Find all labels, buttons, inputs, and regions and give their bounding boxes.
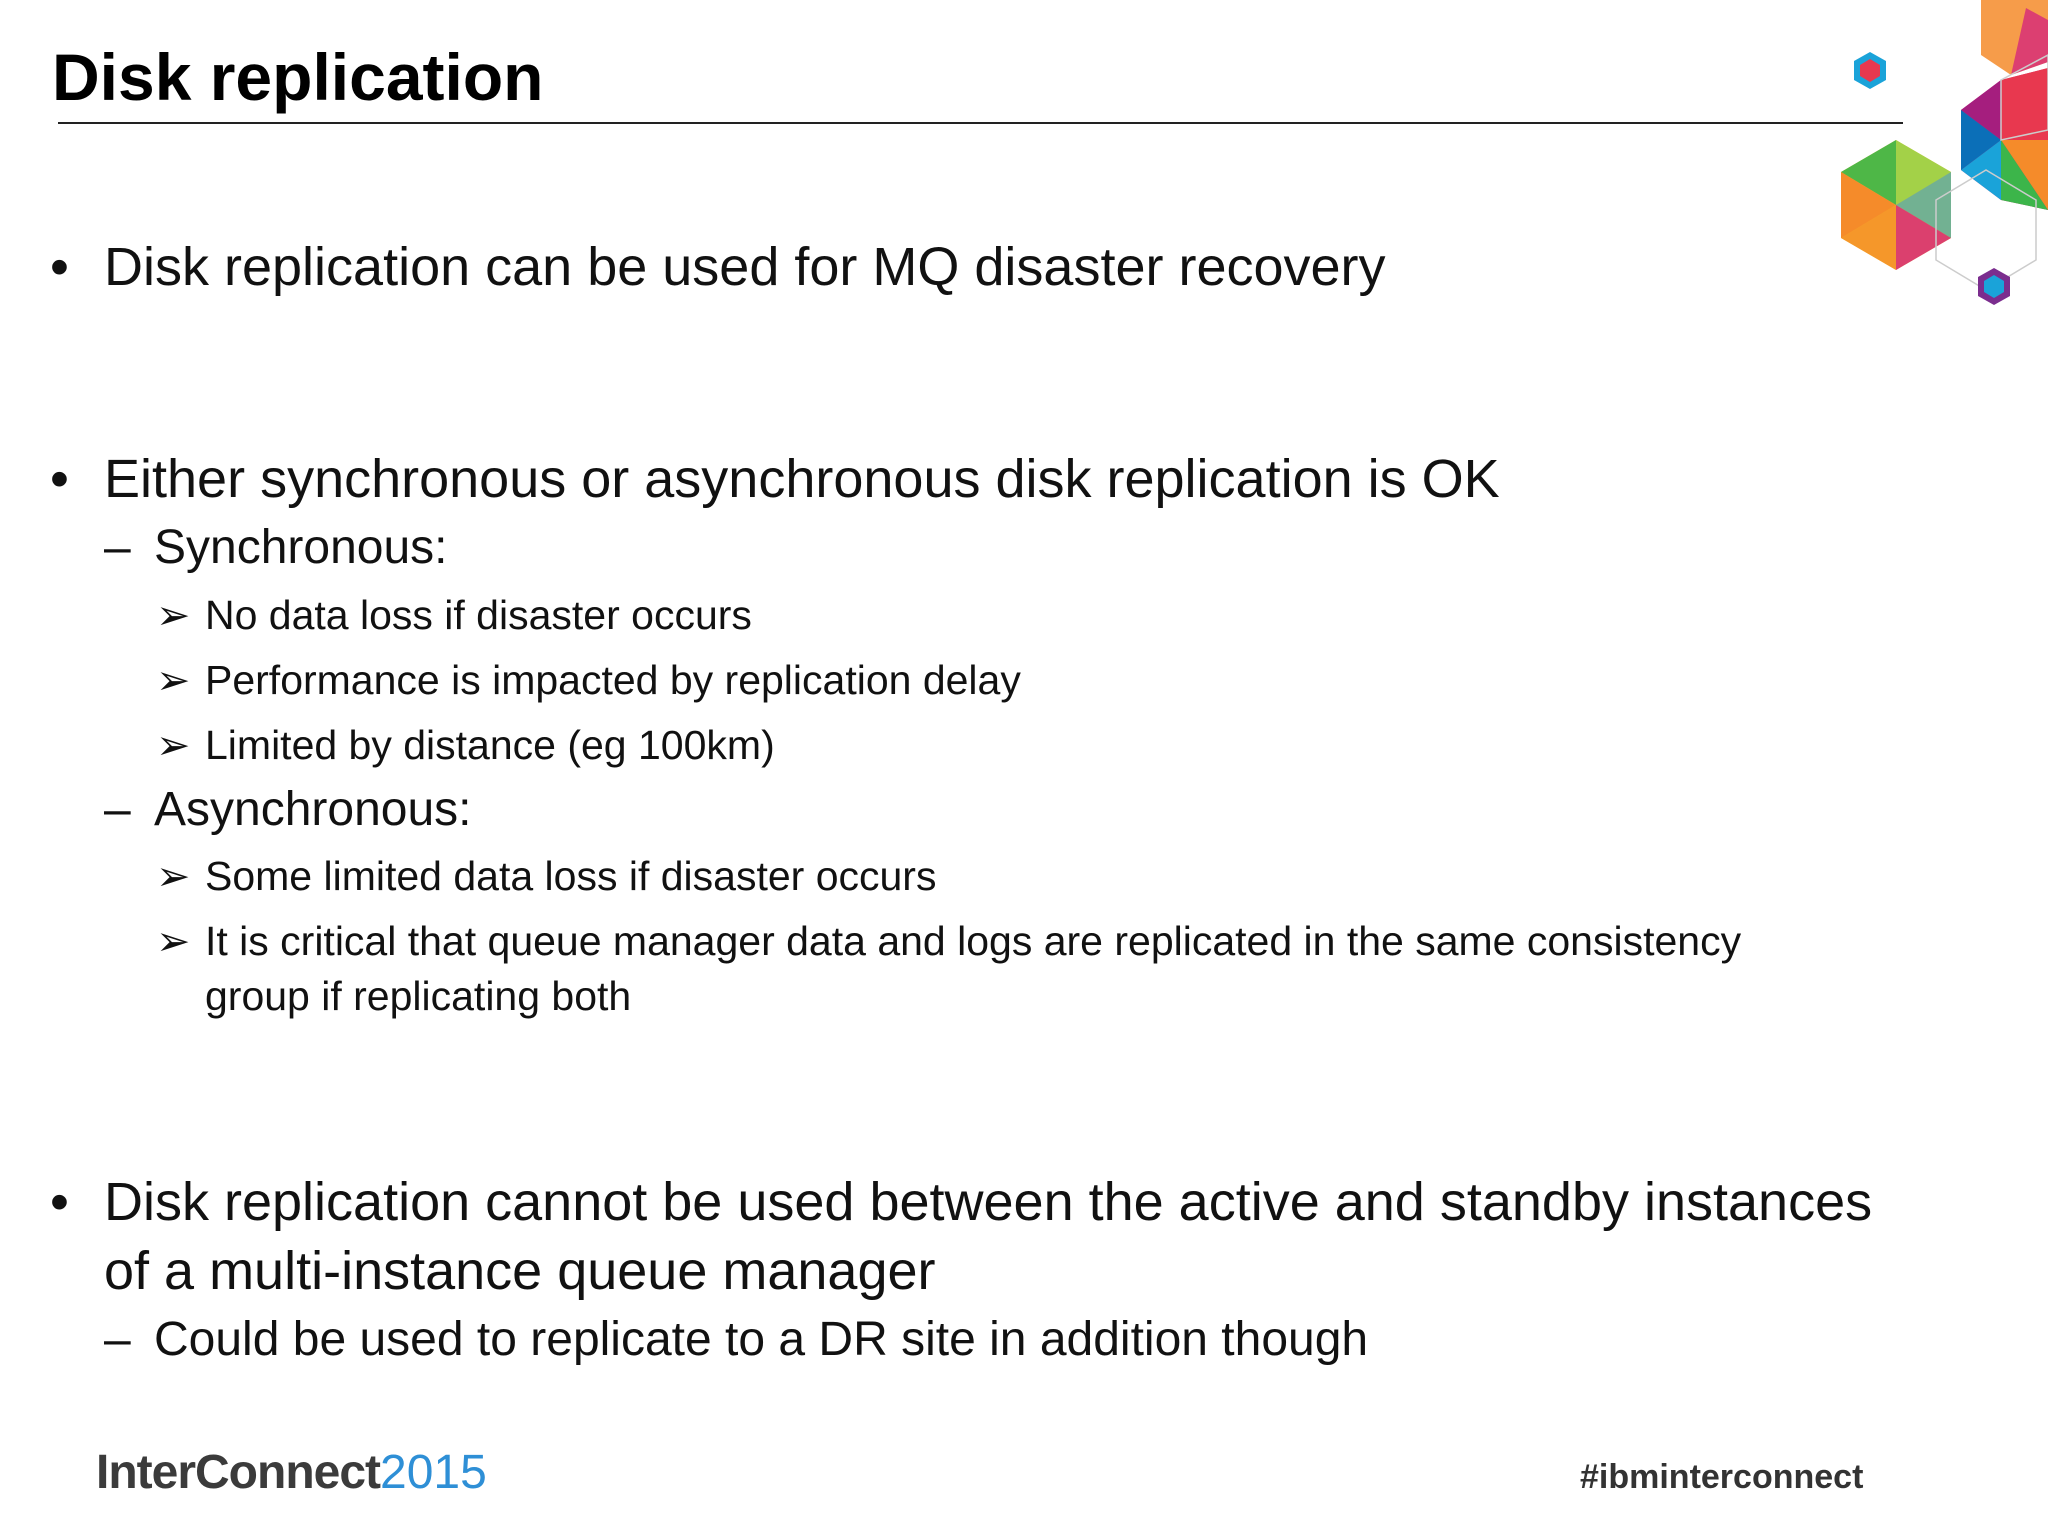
bullet-multi-instance: Disk replication cannot be used between the active and standby instances [104, 1172, 1873, 1232]
bullet-marker: • [50, 449, 69, 509]
dash-marker: – [104, 1313, 131, 1366]
sub-bullet-asynchronous: Asynchronous: [154, 783, 472, 836]
slide-title: Disk replication [52, 40, 544, 114]
sub-bullet-synchronous: Synchronous: [154, 521, 448, 574]
arrow-marker: ➢ [156, 592, 191, 638]
list-item-consistency-group: It is critical that queue manager data and logs are replicated in the same consistency [205, 918, 1742, 964]
arrow-marker: ➢ [156, 918, 191, 964]
arrow-marker: ➢ [156, 657, 191, 703]
arrow-marker: ➢ [156, 722, 191, 768]
arrow-marker: ➢ [156, 853, 191, 899]
sub-bullet-dr-site: Could be used to replicate to a DR site in addition though [154, 1313, 1369, 1366]
bullet-sync-or-async: Either synchronous or asynchronous disk replication is OK [104, 449, 1500, 509]
list-item-no-data-loss: No data loss if disaster occurs [205, 592, 752, 638]
dash-marker: – [104, 521, 131, 574]
list-item-consistency-group-cont: group if replicating both [205, 973, 632, 1019]
list-item-limited-data-loss: Some limited data loss if disaster occurs [205, 853, 937, 899]
bullet-disk-replication-dr: Disk replication can be used for MQ disaster recovery [104, 237, 1386, 297]
bullet-marker: • [50, 1172, 69, 1232]
bullet-marker: • [50, 237, 69, 297]
dash-marker: – [104, 783, 131, 836]
list-item-distance: Limited by distance (eg 100km) [205, 722, 775, 768]
logo-brand-text: InterConnect [96, 1446, 381, 1499]
logo-year: 2015 [380, 1446, 487, 1499]
interconnect-logo [96, 1445, 487, 1500]
footer-hashtag: #ibminterconnect [1580, 1458, 1864, 1496]
bullet-multi-instance-cont: of a multi-instance queue manager [104, 1241, 936, 1301]
list-item-performance: Performance is impacted by replication delay [205, 657, 1021, 703]
